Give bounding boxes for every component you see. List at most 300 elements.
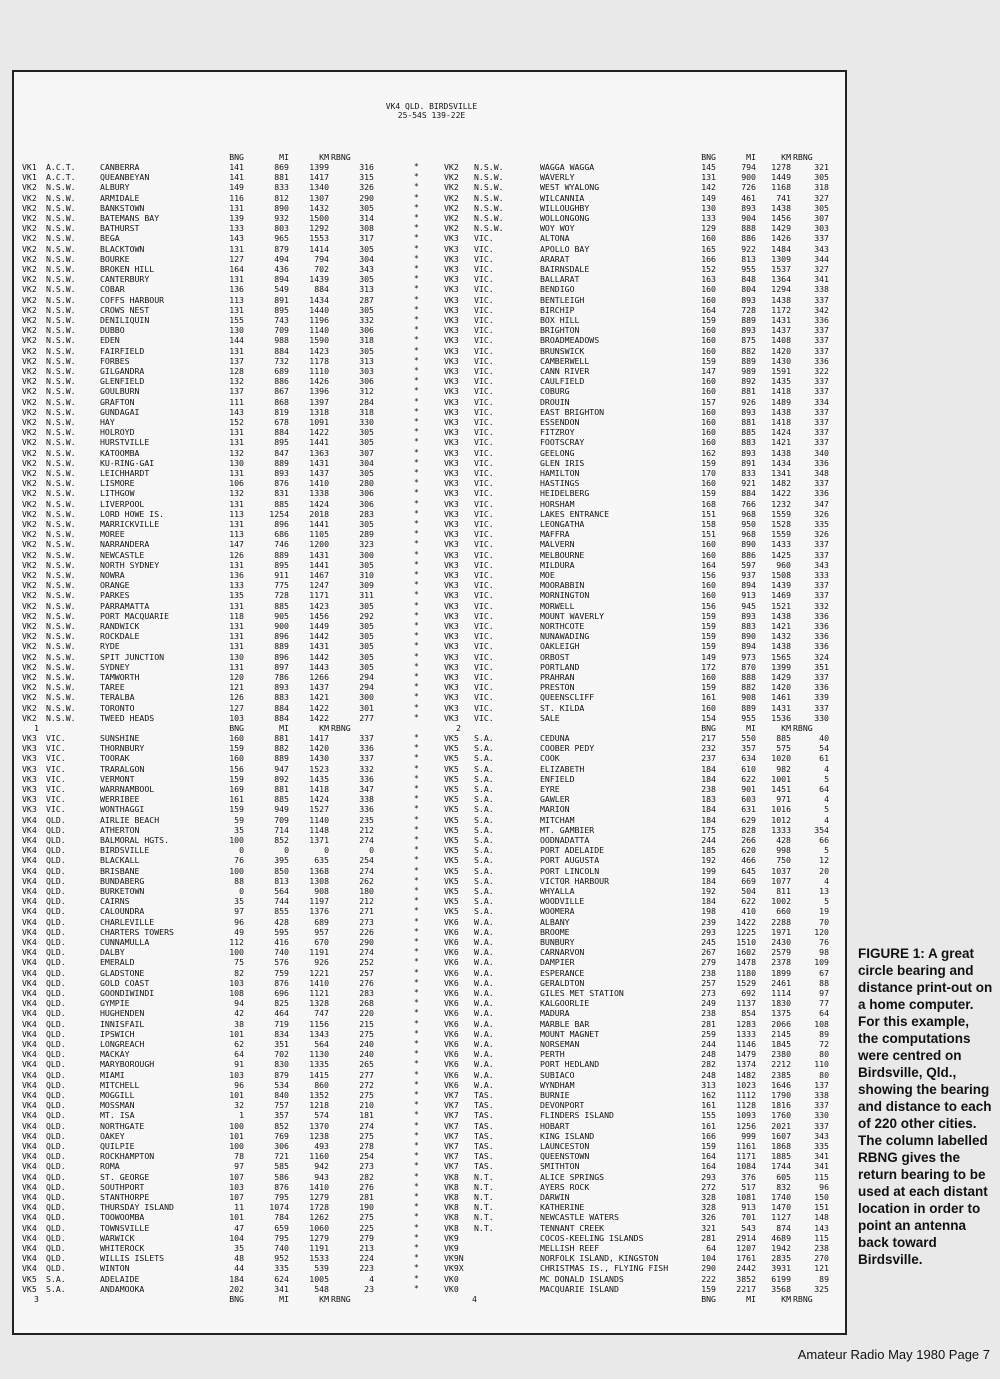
distance-km: 1370 [309, 1120, 329, 1131]
distance-km: 1868 [771, 1141, 791, 1151]
distance-miles: 908 [741, 692, 756, 703]
distance-km: 1307 [309, 192, 329, 203]
state: N.S.W. [46, 610, 76, 621]
state: N.S.W. [46, 294, 76, 305]
state: QLD. [46, 1222, 66, 1233]
callsign: VK2 [22, 396, 37, 407]
separator-asterisk: * [414, 294, 419, 304]
state: VIC. [46, 804, 66, 815]
section-marker: 2 [456, 723, 461, 733]
distance-km: 1171 [309, 590, 329, 601]
separator-asterisk: * [414, 753, 419, 763]
callsign: VK4 [22, 916, 37, 927]
bearing: 244 [701, 835, 716, 845]
distance-miles: 2442 [736, 1263, 756, 1274]
distance-miles: 620 [741, 845, 756, 856]
state: VIC. [474, 712, 494, 723]
city-name: GILGANDRA [100, 366, 145, 376]
distance-km: 1489 [771, 396, 791, 407]
state: QLD. [46, 926, 66, 937]
bearing: 184 [701, 896, 716, 907]
city-name: HORSHAM [540, 498, 575, 509]
return-bearing: 54 [819, 743, 829, 754]
state: VIC. [474, 427, 494, 438]
distance-km: 1309 [771, 253, 791, 264]
table-row [14, 906, 849, 916]
separator-asterisk: * [414, 916, 419, 926]
distance-miles: 436 [274, 264, 289, 274]
bearing: 160 [229, 733, 244, 743]
distance-miles: 893 [741, 325, 756, 336]
distance-km: 635 [314, 855, 329, 866]
city-name: OAKEY [100, 1130, 125, 1141]
return-bearing: 137 [814, 1079, 829, 1090]
bearing: 136 [229, 570, 244, 580]
return-bearing: 275 [359, 1212, 374, 1223]
bearing: 120 [229, 672, 244, 682]
distance-km: 1435 [309, 773, 329, 784]
bearing: 131 [229, 437, 244, 448]
table-row [14, 804, 849, 814]
column-header-row [14, 1294, 849, 1304]
city-name: MAFFRA [540, 529, 570, 540]
return-bearing: 334 [814, 396, 829, 407]
return-bearing: 290 [359, 937, 374, 947]
distance-km: 1426 [771, 233, 791, 244]
distance-miles: 629 [741, 814, 756, 825]
bearing: 103 [229, 1069, 244, 1080]
distance-km: 1247 [309, 580, 329, 591]
distance-miles: 883 [741, 437, 756, 448]
distance-miles: 341 [274, 1283, 289, 1294]
distance-miles: 1074 [269, 1202, 289, 1213]
table-row [14, 601, 849, 611]
city-name: WARWICK [100, 1232, 135, 1243]
return-bearing: 287 [359, 294, 374, 305]
distance-km: 2021 [771, 1120, 791, 1131]
callsign: VK2 [22, 233, 37, 244]
col-head-rbng: RBNG [793, 152, 813, 162]
return-bearing: 305 [359, 304, 374, 315]
callsign: VK4 [22, 1130, 37, 1141]
state: N.S.W. [46, 396, 76, 407]
callsign: VK3 [444, 712, 459, 723]
bearing: 159 [701, 488, 716, 499]
city-name: WYNDHAM [540, 1079, 575, 1090]
state: QLD. [46, 998, 66, 1009]
return-bearing: 337 [814, 478, 829, 489]
callsign: VK5 [444, 865, 459, 876]
return-bearing: 289 [359, 529, 374, 540]
callsign: VK3 [444, 580, 459, 591]
distance-km: 1429 [771, 223, 791, 234]
callsign: VK6 [444, 967, 459, 978]
state: QLD. [46, 906, 66, 917]
table-row [14, 866, 849, 876]
distance-km: 2018 [309, 508, 329, 519]
state: VIC. [474, 539, 494, 550]
distance-km: 1431 [771, 315, 791, 325]
city-name: FAIRFIELD [100, 345, 145, 356]
distance-miles: 893 [274, 468, 289, 478]
state: S.A. [474, 855, 494, 866]
bearing: 78 [234, 1151, 244, 1162]
distance-km: 942 [314, 1161, 329, 1172]
bearing: 161 [701, 1120, 716, 1131]
return-bearing: 312 [359, 386, 374, 397]
city-name: PORT LINCOLN [540, 865, 600, 876]
state: N.S.W. [46, 284, 76, 295]
state: VIC. [474, 304, 494, 315]
return-bearing: 19 [819, 906, 829, 917]
bearing: 185 [701, 845, 716, 856]
bearing: 149 [229, 182, 244, 193]
table-row [14, 1080, 849, 1090]
distance-miles: 504 [741, 886, 756, 896]
city-name: PORT MACQUARIE [100, 610, 170, 621]
distance-km: 1191 [309, 1243, 329, 1253]
callsign: VK6 [444, 1018, 459, 1029]
state: N.S.W. [46, 468, 76, 478]
return-bearing: 307 [814, 213, 829, 223]
return-bearing: 308 [359, 223, 374, 234]
separator-asterisk: * [414, 875, 419, 885]
table-row [14, 335, 849, 345]
separator-asterisk: * [414, 345, 419, 355]
distance-km: 1942 [771, 1243, 791, 1253]
callsign: VK2 [22, 692, 37, 703]
distance-km: 702 [314, 264, 329, 274]
city-name: BLACKTOWN [100, 243, 145, 254]
distance-miles: 884 [274, 427, 289, 438]
callsign: VK2 [22, 274, 37, 285]
distance-km: 1423 [309, 600, 329, 611]
city-name: COOBER PEDY [540, 743, 595, 754]
callsign: VK3 [444, 621, 459, 631]
return-bearing: 271 [359, 906, 374, 917]
table-row [14, 1029, 849, 1039]
callsign: VK2 [22, 661, 37, 672]
bearing: 166 [701, 1130, 716, 1141]
separator-asterisk: * [414, 1171, 419, 1181]
return-bearing: 67 [819, 967, 829, 978]
distance-km: 1037 [771, 865, 791, 876]
distance-miles: 466 [741, 855, 756, 866]
bearing: 143 [229, 406, 244, 417]
distance-miles: 881 [741, 386, 756, 397]
state: VIC. [474, 457, 494, 468]
table-row [14, 529, 849, 539]
table-row [14, 305, 849, 315]
callsign: VK2 [22, 590, 37, 601]
return-bearing: 223 [359, 1263, 374, 1274]
distance-miles: 886 [741, 233, 756, 244]
state: QLD. [46, 1090, 66, 1100]
distance-miles: 881 [274, 172, 289, 183]
city-name: LITHGOW [100, 488, 135, 499]
bearing: 1 [239, 1110, 244, 1121]
callsign: VK3 [22, 773, 37, 784]
distance-km: 1439 [771, 580, 791, 591]
return-bearing: 336 [814, 641, 829, 652]
city-name: MOE [540, 570, 555, 580]
return-bearing: 284 [359, 396, 374, 407]
return-bearing: 277 [359, 1069, 374, 1080]
return-bearing: 311 [359, 590, 374, 601]
bearing: 103 [229, 1181, 244, 1192]
distance-km: 1091 [309, 417, 329, 427]
distance-miles: 631 [741, 804, 756, 815]
city-name: CALOUNDRA [100, 906, 145, 917]
separator-asterisk: * [414, 284, 419, 294]
callsign: VK7 [444, 1141, 459, 1151]
distance-km: 1424 [309, 498, 329, 509]
callsign: VK4 [22, 1049, 37, 1060]
callsign: VK4 [22, 998, 37, 1009]
return-bearing: 148 [814, 1212, 829, 1223]
table-row [14, 845, 849, 855]
callsign: VK2 [22, 610, 37, 621]
distance-km: 1238 [309, 1130, 329, 1141]
bearing: 103 [229, 712, 244, 723]
state: N.S.W. [46, 264, 76, 274]
distance-km: 1425 [771, 549, 791, 560]
city-name: MELLISH REEF [540, 1243, 600, 1253]
distance-km: 1292 [309, 223, 329, 234]
callsign: VK3 [444, 243, 459, 254]
bearing: 151 [701, 529, 716, 540]
callsign: VK5 [444, 855, 459, 866]
state: A.C.T. [46, 172, 76, 183]
separator-asterisk: * [414, 1181, 419, 1191]
distance-miles: 891 [741, 457, 756, 468]
distance-km: 1439 [309, 274, 329, 285]
callsign: VK3 [444, 294, 459, 305]
city-name: ORBOST [540, 651, 570, 662]
distance-miles: 949 [274, 804, 289, 815]
distance-km: 1536 [771, 712, 791, 723]
separator-asterisk: * [414, 641, 419, 651]
distance-miles: 1161 [736, 1141, 756, 1151]
separator-asterisk: * [414, 325, 419, 335]
distance-miles: 879 [274, 1069, 289, 1080]
city-name: KU-RING-GAI [100, 457, 155, 468]
bearing: 273 [701, 988, 716, 998]
city-name: MILDURA [540, 559, 575, 570]
city-name: LEONGATHA [540, 519, 585, 529]
separator-asterisk: * [414, 304, 419, 314]
bearing: 159 [701, 1283, 716, 1294]
city-name: TAREE [100, 682, 125, 693]
return-bearing: 337 [359, 733, 374, 743]
state: QLD. [46, 835, 66, 845]
distance-miles: 266 [741, 835, 756, 845]
return-bearing: 150 [814, 1192, 829, 1202]
bearing: 159 [701, 315, 716, 325]
state: S.A. [474, 784, 494, 794]
callsign: VK2 [22, 284, 37, 295]
city-name: VERMONT [100, 773, 135, 784]
table-row [14, 743, 849, 753]
city-name: ENFIELD [540, 773, 575, 784]
callsign: VK3 [444, 478, 459, 489]
state: QLD. [46, 824, 66, 835]
return-bearing: 337 [814, 539, 829, 550]
state: QLD. [46, 1161, 66, 1172]
separator-asterisk: * [414, 529, 419, 539]
distance-km: 1449 [309, 621, 329, 631]
distance-km: 960 [776, 559, 791, 570]
bearing: 101 [229, 1028, 244, 1039]
distance-miles: 896 [274, 631, 289, 642]
bearing: 104 [701, 1253, 716, 1264]
distance-miles: 893 [741, 294, 756, 305]
distance-miles: 659 [274, 1222, 289, 1233]
bearing: 160 [701, 417, 716, 427]
distance-km: 971 [776, 794, 791, 805]
distance-miles: 576 [274, 957, 289, 968]
city-name: GOONDIWINDI [100, 988, 155, 998]
return-bearing: 212 [359, 896, 374, 907]
distance-miles: 891 [274, 294, 289, 305]
distance-miles: 0 [284, 845, 289, 856]
separator-asterisk: * [414, 1161, 419, 1171]
bearing: 152 [701, 264, 716, 274]
distance-miles: 1482 [736, 1069, 756, 1080]
distance-miles: 1093 [736, 1110, 756, 1121]
table-row [14, 968, 849, 978]
callsign: VK2 [22, 243, 37, 254]
distance-km: 670 [314, 937, 329, 947]
distance-km: 1885 [771, 1151, 791, 1162]
callsign: VK9 [444, 1243, 459, 1253]
bearing: 172 [701, 661, 716, 672]
return-bearing: 40 [819, 733, 829, 743]
city-name: ROCKHAMPTON [100, 1151, 155, 1162]
callsign: VK2 [22, 335, 37, 346]
bearing: 164 [701, 1151, 716, 1162]
city-name: GOLD COAST [100, 977, 150, 988]
state: W.A. [474, 937, 494, 947]
return-bearing: 317 [359, 233, 374, 244]
bearing: 62 [234, 1039, 244, 1049]
callsign: VK3 [444, 406, 459, 417]
bearing: 131 [229, 631, 244, 642]
table-row [14, 1090, 849, 1100]
callsign: VK2 [22, 406, 37, 417]
city-name: KALGOORLIE [540, 998, 590, 1009]
callsign: VK6 [444, 1008, 459, 1019]
distance-miles: 884 [274, 345, 289, 356]
bearing: 272 [701, 1181, 716, 1192]
distance-miles: 786 [274, 672, 289, 682]
separator-asterisk: * [414, 1222, 419, 1232]
separator-asterisk: * [414, 845, 419, 855]
bearing: 217 [701, 733, 716, 743]
city-name: MELBOURNE [540, 549, 585, 560]
return-bearing: 143 [814, 1222, 829, 1233]
distance-miles: 932 [274, 213, 289, 223]
table-row [14, 1151, 849, 1161]
bearing: 160 [701, 427, 716, 438]
city-name: COFFS HARBOUR [100, 294, 165, 305]
bearing: 199 [701, 865, 716, 876]
callsign: VK4 [22, 824, 37, 835]
distance-miles: 828 [741, 824, 756, 835]
callsign: VK4 [22, 1263, 37, 1274]
callsign: VK4 [22, 814, 37, 825]
distance-km: 1728 [309, 1202, 329, 1213]
separator-asterisk: * [414, 386, 419, 396]
callsign: VK6 [444, 1079, 459, 1090]
return-bearing: 88 [819, 977, 829, 988]
bearing: 75 [234, 957, 244, 968]
state: N.T. [474, 1192, 494, 1202]
city-name: OODNADATTA [540, 835, 590, 845]
callsign: VK4 [22, 835, 37, 845]
distance-miles: 726 [741, 182, 756, 193]
table-row [14, 1059, 849, 1069]
callsign: VK4 [22, 1018, 37, 1029]
state: VIC. [474, 549, 494, 560]
table-row [14, 1274, 849, 1284]
bearing: 131 [229, 600, 244, 611]
distance-km: 1438 [771, 641, 791, 652]
distance-miles: 813 [741, 253, 756, 264]
return-bearing: 338 [814, 284, 829, 295]
city-name: BURNIE [540, 1090, 570, 1100]
bearing: 328 [701, 1202, 716, 1213]
separator-asterisk: * [414, 631, 419, 641]
bearing: 184 [229, 1273, 244, 1284]
state: VIC. [474, 580, 494, 591]
col-head-mi: MI [746, 152, 756, 162]
distance-km: 1012 [771, 814, 791, 825]
bearing: 121 [229, 682, 244, 693]
callsign: VK3 [444, 233, 459, 244]
state: N.S.W. [474, 213, 504, 223]
return-bearing: 4 [824, 875, 829, 886]
distance-km: 0 [324, 845, 329, 856]
bearing: 132 [229, 447, 244, 458]
separator-asterisk: * [414, 957, 419, 967]
callsign: VK9 [444, 1232, 459, 1243]
separator-asterisk: * [414, 427, 419, 437]
state: QLD. [46, 1120, 66, 1131]
bearing: 164 [701, 1161, 716, 1172]
bearing: 170 [701, 468, 716, 478]
bearing: 184 [701, 814, 716, 825]
distance-km: 1335 [309, 1059, 329, 1070]
city-name: ORANGE [100, 580, 130, 591]
city-name: PORTLAND [540, 661, 580, 672]
distance-miles: 603 [741, 794, 756, 805]
table-row [14, 1049, 849, 1059]
state: N.S.W. [46, 488, 76, 499]
callsign: VK4 [22, 1090, 37, 1100]
city-name: WAGGA WAGGA [540, 162, 595, 172]
city-name: SPIT JUNCTION [100, 651, 165, 662]
city-name: CHARLEVILLE [100, 916, 155, 927]
bearing: 160 [701, 539, 716, 550]
distance-km: 1469 [771, 590, 791, 601]
bearing: 158 [701, 519, 716, 529]
return-bearing: 268 [359, 998, 374, 1009]
table-row [14, 478, 849, 488]
table-row [14, 1233, 849, 1243]
distance-km: 1461 [771, 692, 791, 703]
callsign: VK3 [22, 743, 37, 754]
